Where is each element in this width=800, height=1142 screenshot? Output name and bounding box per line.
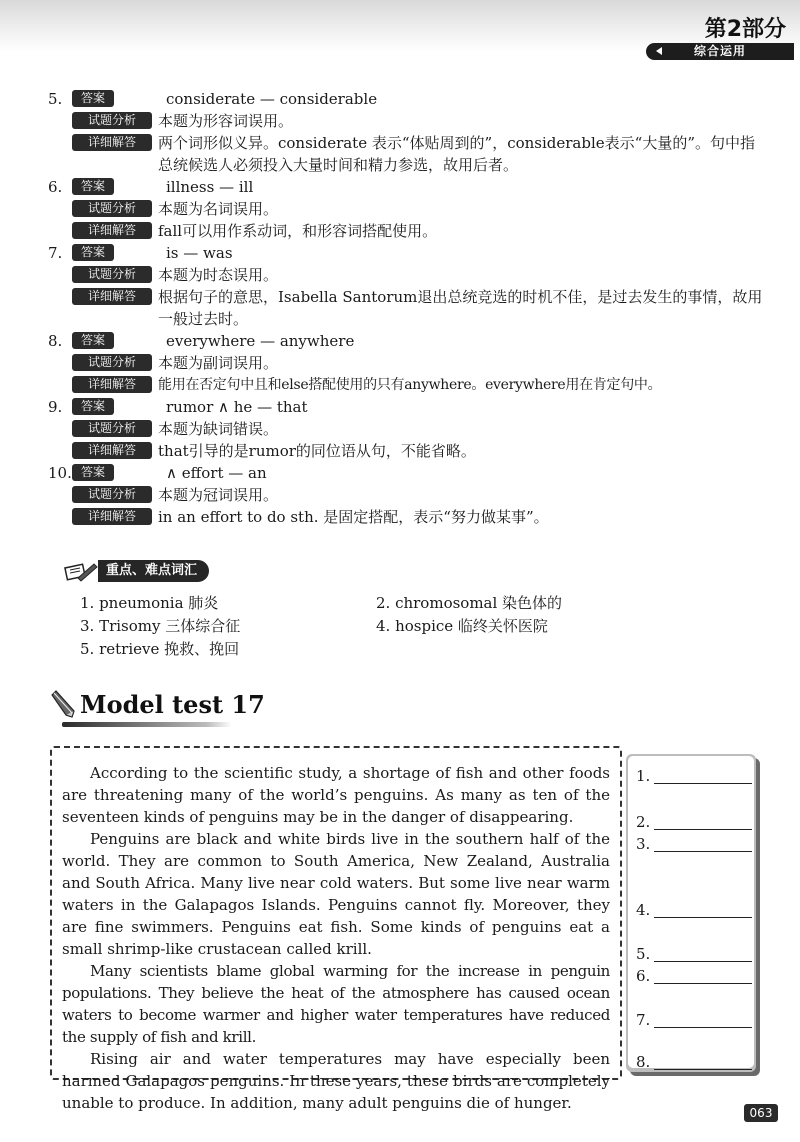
answer-text: everywhere — anywhere <box>166 332 355 350</box>
vocab-heading: 重点、难点词汇 <box>98 560 209 582</box>
answer-blank-7[interactable]: 7. <box>636 1010 752 1030</box>
analysis-tag: 试题分析 <box>72 112 152 129</box>
item-number: 6. <box>48 178 63 196</box>
item-number: 5. <box>48 90 63 108</box>
notebook-pencil-icon <box>64 560 98 582</box>
answer-list <box>48 88 768 528</box>
detail-text: 根据句子的意思，Isabella Santorum退出总统竞选的时机不佳，是过去发生的事情，故用一般过去时。 <box>158 288 763 328</box>
answer-tag: 答案 <box>72 398 114 415</box>
answer-tag: 答案 <box>72 464 114 481</box>
answer-tag: 答案 <box>72 332 114 349</box>
model-test-heading <box>48 686 265 722</box>
detail-text: fall可以用作系动词，和形容词搭配使用。 <box>158 222 438 240</box>
answer-text: ∧ effort — an <box>166 464 267 482</box>
answer-item-7 <box>48 242 768 330</box>
detail-text: 两个词形似义异。considerate 表示“体贴周到的”，considerable表示“大量的”。句中指总统候选人必须投入大量时间和精力参选，故用后者。 <box>158 134 755 174</box>
passage-paragraph: Penguins are black and white birds live in the southern half of the world. They are common to South America, New Zealand, Australia and South Africa. Many live near cold waters. But some live near warm waters in the Galapagos Islands. Penguins cannot fly. Moreover, they are fine swimmers. Penguins eat fish. Some kinds of penguins eat a small shrimp-like crustacean called krill. <box>62 830 610 958</box>
answer-blank-2[interactable]: 2. <box>636 812 752 832</box>
answer-text: is — was <box>166 244 233 262</box>
passage <box>62 762 610 1114</box>
item-number: 10. <box>48 464 72 482</box>
page-number: 063 <box>744 1104 778 1122</box>
answer-item-10 <box>48 462 768 528</box>
vocab-item: 1. pneumonia 肺炎 <box>80 594 219 612</box>
detail-tag: 详细解答 <box>72 222 152 239</box>
answer-item-5 <box>48 88 768 176</box>
analysis-text: 本题为时态误用。 <box>158 266 279 284</box>
analysis-tag: 试题分析 <box>72 200 152 217</box>
analysis-text: 本题为形容词误用。 <box>158 112 294 130</box>
passage-paragraph: Rising air and water temperatures may have especially been harmed Galapagos penguins. In these years, these birds are completely unable to produce. In addition, many adult penguins die of hunger. <box>62 1050 610 1112</box>
vocab-item: 5. retrieve 挽救、挽回 <box>80 640 240 658</box>
answer-blank-4[interactable]: 4. <box>636 900 752 920</box>
analysis-tag: 试题分析 <box>72 420 152 437</box>
part-title: 第2部分 <box>704 17 786 42</box>
vocab-list <box>80 592 640 660</box>
model-test-title: Model test 17 <box>80 689 265 719</box>
item-number: 9. <box>48 398 63 416</box>
passage-paragraph: Many scientists blame global warming for the increase in penguin populations. They believe the heat of the atmosphere has caused ocean waters to become warmer and higher water temperatures have reduced the supply of fish and krill. <box>62 962 610 1046</box>
vocab-banner <box>64 560 209 582</box>
answer-blank-5[interactable]: 5. <box>636 944 752 964</box>
answer-item-6 <box>48 176 768 242</box>
detail-tag: 详细解答 <box>72 376 152 393</box>
detail-tag: 详细解答 <box>72 288 152 305</box>
analysis-text: 本题为冠词误用。 <box>158 486 279 504</box>
answer-blank-3[interactable]: 3. <box>636 834 752 854</box>
detail-tag: 详细解答 <box>72 134 152 151</box>
answer-blank-1[interactable]: 1. <box>636 766 752 786</box>
vocab-item: 4. hospice 临终关怀医院 <box>376 617 548 635</box>
analysis-tag: 试题分析 <box>72 354 152 371</box>
analysis-tag: 试题分析 <box>72 266 152 283</box>
answer-text: considerate — considerable <box>166 90 378 108</box>
answer-tag: 答案 <box>72 90 114 107</box>
analysis-tag: 试题分析 <box>72 486 152 503</box>
detail-text: that引导的是rumor的同位语从句，不能省略。 <box>158 442 476 460</box>
detail-text: in an effort to do sth. 是固定搭配，表示“努力做某事”。 <box>158 508 549 526</box>
analysis-text: 本题为缺词错误。 <box>158 420 279 438</box>
answer-text: illness — ill <box>166 178 254 196</box>
analysis-text: 本题为名词误用。 <box>158 200 279 218</box>
answer-item-8 <box>48 330 768 396</box>
answer-blank-6[interactable]: 6. <box>636 966 752 986</box>
answer-tag: 答案 <box>72 178 114 195</box>
vocab-item: 2. chromosomal 染色体的 <box>376 594 563 612</box>
pen-icon <box>48 689 78 719</box>
item-number: 7. <box>48 244 63 262</box>
analysis-text: 本题为副词误用。 <box>158 354 279 372</box>
detail-tag: 详细解答 <box>72 508 152 525</box>
item-number: 8. <box>48 332 63 350</box>
detail-text: 能用在否定句中且和else搭配使用的只有anywhere。everywhere用在肯定句中。 <box>158 377 662 393</box>
vocab-item: 3. Trisomy 三体综合征 <box>80 617 241 635</box>
detail-tag: 详细解答 <box>72 442 152 459</box>
answer-tag: 答案 <box>72 244 114 261</box>
passage-paragraph: According to the scientific study, a shortage of fish and other foods are threatening many of the world’s penguins. As many as ten of the seventeen kinds of penguins may be in the danger of disappearing. <box>62 764 610 826</box>
answer-item-9 <box>48 396 768 462</box>
answer-blank-8[interactable]: 8. <box>636 1052 752 1072</box>
section-tab: 综合运用 <box>646 43 794 60</box>
answer-text: rumor ∧ he — that <box>166 398 308 416</box>
title-underline <box>62 722 232 727</box>
